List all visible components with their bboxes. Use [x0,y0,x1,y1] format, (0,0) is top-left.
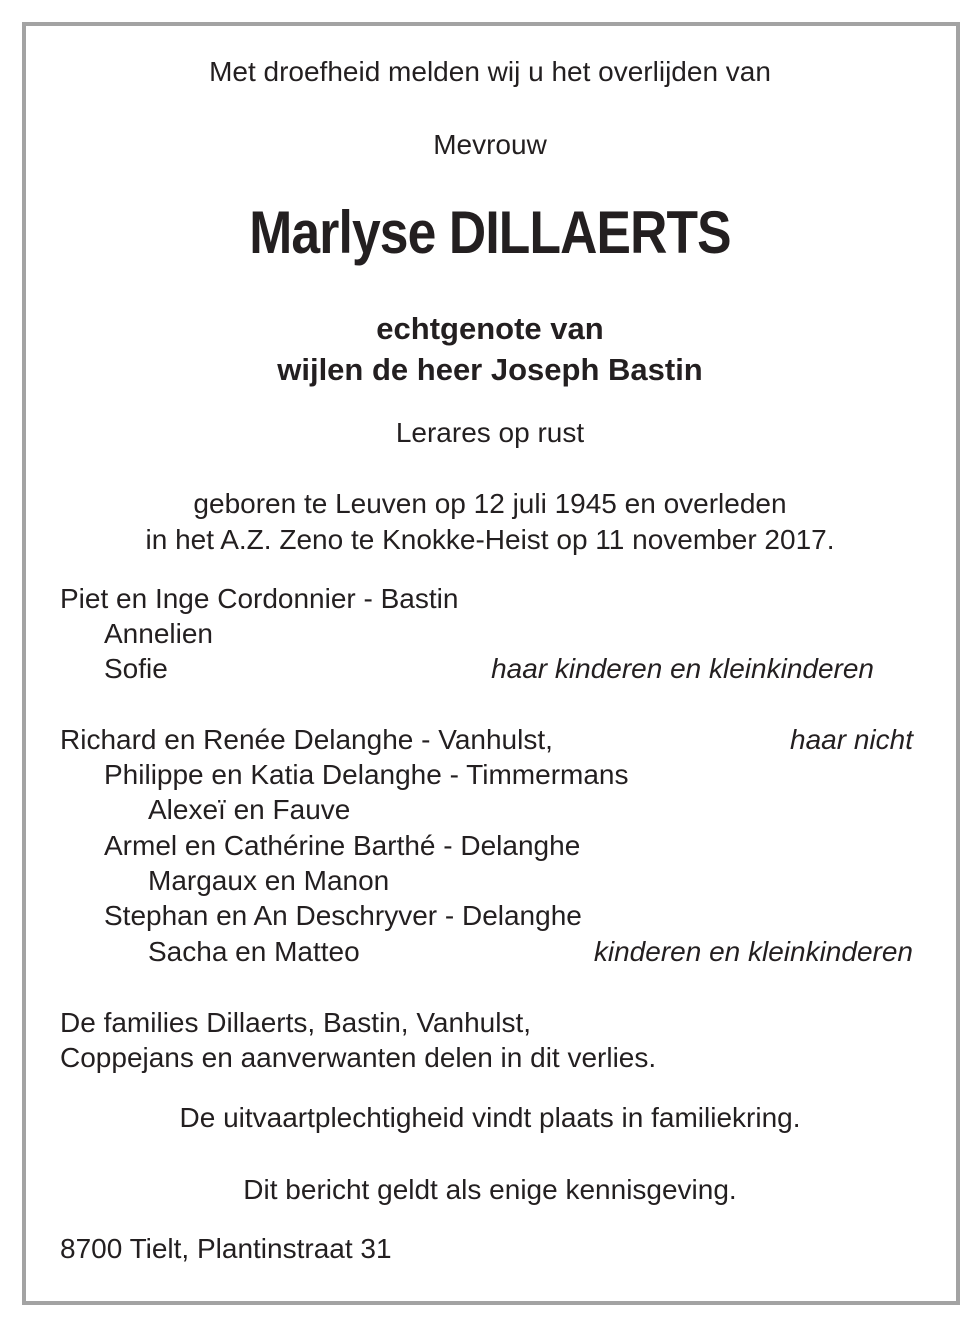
families-line-2: Coppejans en aanverwanten delen in dit verlies. [60,1042,657,1073]
family-2-couple-1: Philippe en Katia Delanghe - Timmermans [104,759,629,790]
intro-text: Met droefheid melden wij u het overlijden van [209,56,771,87]
address-text: 8700 Tielt, Plantinstraat 31 [60,1233,392,1264]
families-line-1: De families Dillaerts, Bastin, Vanhulst, [60,1007,531,1038]
family-2-couple-3-children: Sacha en Matteo [148,936,360,967]
family-1-relation: haar kinderen en kleinkinderen [491,653,874,684]
notice-text: Dit bericht geldt als enige kennisgeving. [243,1174,737,1205]
occupation: Lerares op rust [395,417,585,448]
family-2-couple-2-children: Margaux en Manon [148,865,390,896]
birth-death-line-1: geboren te Leuven op 12 juli 1945 en overleden [193,488,787,519]
ceremony-text: De uitvaartplechtigheid vindt plaats in familiekring. [179,1102,801,1133]
family-2-couple-3: Stephan en An Deschryver - Delanghe [104,900,582,931]
deceased-name: Marlyse DILLAERTS [249,199,731,266]
spouse-line-1: echtgenote van [376,311,604,346]
spouse-line-2: wijlen de heer Joseph Bastin [277,352,703,387]
family-1-child-1: Annelien [104,618,213,649]
family-1-parents: Piet en Inge Cordonnier - Bastin [60,583,459,614]
family-2-relation: kinderen en kleinkinderen [593,936,913,967]
family-1-child-2: Sofie [104,653,168,684]
salutation: Mevrouw [433,129,547,160]
family-2-head-relation: haar nicht [790,724,913,755]
family-2-couple-1-children: Alexeï en Fauve [148,794,351,825]
family-2-couple-2: Armel en Cathérine Barthé - Delanghe [104,830,581,861]
birth-death-line-2: in het A.Z. Zeno te Knokke-Heist op 11 november 2017. [145,524,835,555]
family-2-head: Richard en Renée Delanghe - Vanhulst, [60,724,553,755]
